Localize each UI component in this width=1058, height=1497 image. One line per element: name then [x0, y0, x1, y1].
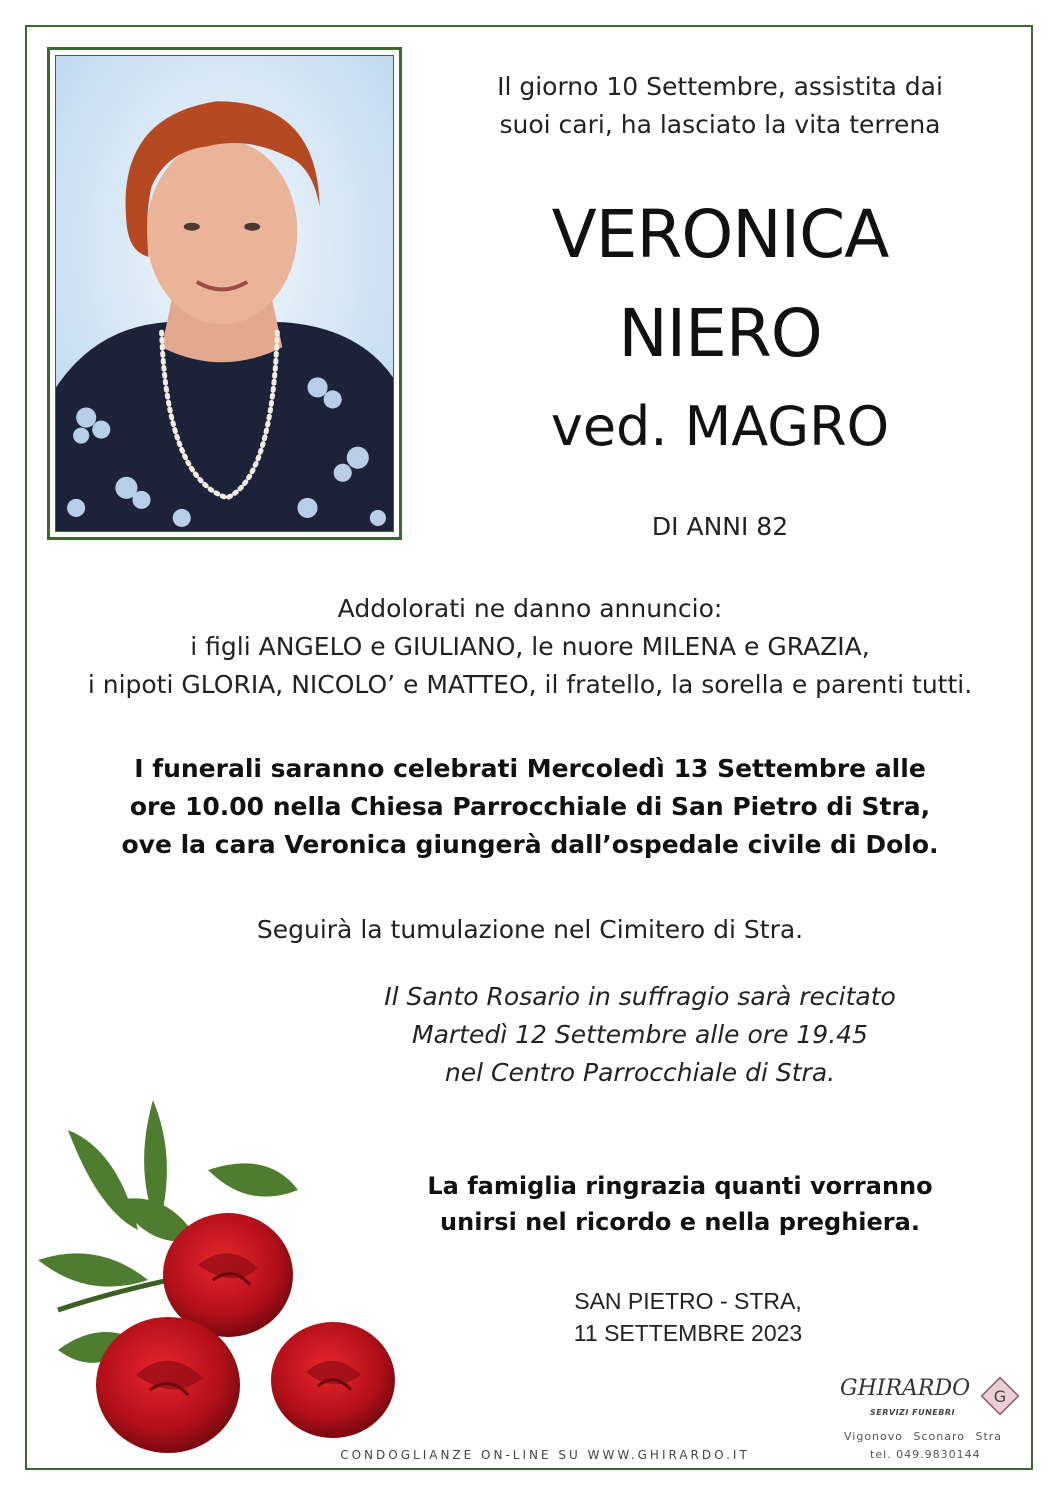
deceased-first-name: VERONICA: [551, 196, 889, 273]
rosary-line-2: Martedì 12 Settembre alle ore 19.45: [412, 1020, 868, 1049]
deceased-married-name: ved. MAGRO: [550, 395, 890, 458]
funeral-line-3: ove la cara Veronica giungerà dall’ospedale civile di Dolo.: [121, 830, 939, 859]
announcement-line-1: Addolorati ne danno annuncio:: [337, 594, 723, 623]
logo-mark-letter: G: [993, 1387, 1007, 1406]
rosary-line-1: Il Santo Rosario in suffragio sarà recitato: [384, 982, 896, 1011]
intro-line-1: Il giorno 10 Settembre, assistita dai: [497, 72, 943, 101]
funeral-line-1: I funerali saranno celebrati Mercoledì 13 Settembre alle: [134, 754, 926, 783]
intro-text: [440, 68, 1000, 144]
deceased-age: DI ANNI 82: [651, 512, 789, 541]
logo-name: GHIRARDO: [840, 1376, 971, 1401]
roses-icon: [28, 1090, 428, 1468]
funeral-home-logo: [830, 1372, 1030, 1467]
family-thanks: [380, 1168, 980, 1240]
announcement-line-2: i figli ANGELO e GIULIANO, le nuore MILENA e GRAZIA,: [190, 632, 870, 661]
intro-line-2: suoi cari, ha lasciato la vita terrena: [499, 110, 941, 139]
place-date: [488, 1285, 888, 1349]
funeral-line-2: ore 10.00 nella Chiesa Parrocchiale di San Pietro di Stra,: [129, 792, 931, 821]
rosary-notice: [340, 978, 940, 1092]
announcement-line-3: i nipoti GLORIA, NICOLO’ e MATTEO, il fratello, la sorella e parenti tutti.: [87, 670, 973, 699]
deceased-last-name: NIERO: [618, 295, 822, 372]
thanks-line-2: unirsi nel ricordo e nella preghiera.: [440, 1208, 920, 1236]
logo-subtitle: SERVIZI FUNEBRI: [870, 1408, 955, 1417]
announcement: [40, 590, 1020, 704]
date: 11 SETTEMBRE 2023: [573, 1320, 803, 1346]
logo-towns: Vigonovo Sconaro Stra: [844, 1430, 1003, 1443]
condolences-link[interactable]: CONDOGLIANZE ON-LINE SU WWW.GHIRARDO.IT: [340, 1448, 750, 1462]
roses-image: [28, 1090, 428, 1468]
place: SAN PIETRO - STRA,: [574, 1288, 802, 1314]
logo-phone: tel. 049.9830144: [870, 1448, 981, 1461]
thanks-line-1: La famiglia ringrazia quanti vorranno: [427, 1172, 933, 1200]
portrait-frame: [47, 47, 402, 540]
portrait-icon: [56, 56, 393, 531]
diamond-g-logo-icon: [978, 1374, 1022, 1418]
portrait-photo: [55, 55, 394, 532]
funeral-notice: [40, 750, 1020, 864]
rosary-line-3: nel Centro Parrocchiale di Stra.: [444, 1058, 836, 1087]
burial-notice: Seguirà la tumulazione nel Cimitero di Stra.: [256, 915, 804, 944]
